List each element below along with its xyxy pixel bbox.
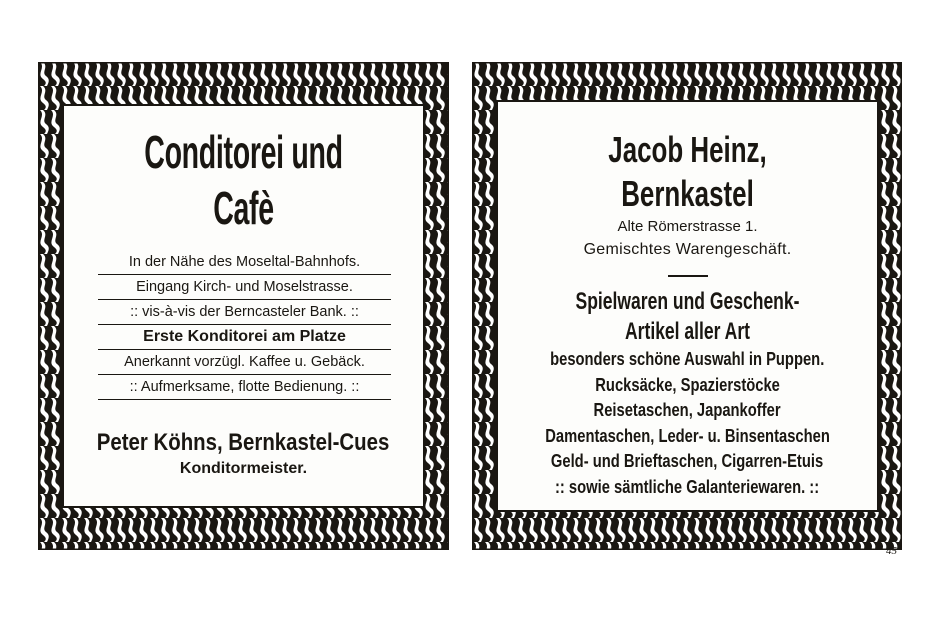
info-line-highlight: Erste Konditorei am Platze bbox=[98, 325, 391, 350]
page-number: 45 bbox=[886, 545, 897, 557]
product-line-text: Damentaschen, Leder- u. Binsentaschen bbox=[545, 425, 830, 446]
product-line bbox=[498, 475, 877, 501]
advertisement-conditorei bbox=[38, 62, 449, 550]
product-line bbox=[498, 398, 877, 424]
info-line: In der Nähe des Moseltal-Bahnhofs. bbox=[98, 250, 391, 275]
product-line bbox=[498, 347, 877, 373]
divider bbox=[668, 275, 708, 277]
product-line bbox=[498, 424, 877, 450]
ad-title: Conditorei und Cafè bbox=[144, 126, 343, 234]
ad-title: Jacob Heinz, Bernkastel bbox=[608, 129, 767, 214]
address: Alte Römerstrasse 1. bbox=[617, 218, 758, 235]
owner-title: Konditormeister. bbox=[179, 460, 308, 477]
info-line: Eingang Kirch- und Moselstrasse. bbox=[98, 275, 391, 300]
product-line-text: besonders schöne Auswahl in Puppen. bbox=[550, 349, 825, 369]
product-line-text: :: sowie sämtliche Galanteriewaren. :: bbox=[555, 476, 820, 497]
ad-text-box bbox=[496, 100, 879, 512]
ad-text-box bbox=[62, 104, 425, 508]
product-line-text: Reisetaschen, Japankoffer bbox=[593, 400, 782, 420]
ad-headline: Spielwaren und Geschenk-Artikel aller Art bbox=[575, 288, 800, 345]
info-line: :: Aufmerksame, flotte Bedienung. :: bbox=[98, 375, 391, 400]
advertisement-jacob-heinz bbox=[472, 62, 902, 550]
ad-info-lines bbox=[98, 250, 391, 400]
info-line: :: vis-à-vis der Berncasteler Bank. :: bbox=[98, 300, 391, 325]
owner-name: Peter Köhns, Bernkastel-Cues bbox=[97, 429, 390, 456]
product-line bbox=[498, 449, 877, 475]
product-line-text: Geld- und Brieftaschen, Cigarren-Etuis bbox=[551, 451, 824, 471]
business-type: Gemischtes Warengeschäft. bbox=[583, 241, 792, 258]
info-line: Anerkannt vorzügl. Kaffee u. Gebäck. bbox=[98, 350, 391, 375]
product-line bbox=[498, 373, 877, 399]
product-line-text: Rucksäcke, Spazierstöcke bbox=[595, 374, 780, 395]
